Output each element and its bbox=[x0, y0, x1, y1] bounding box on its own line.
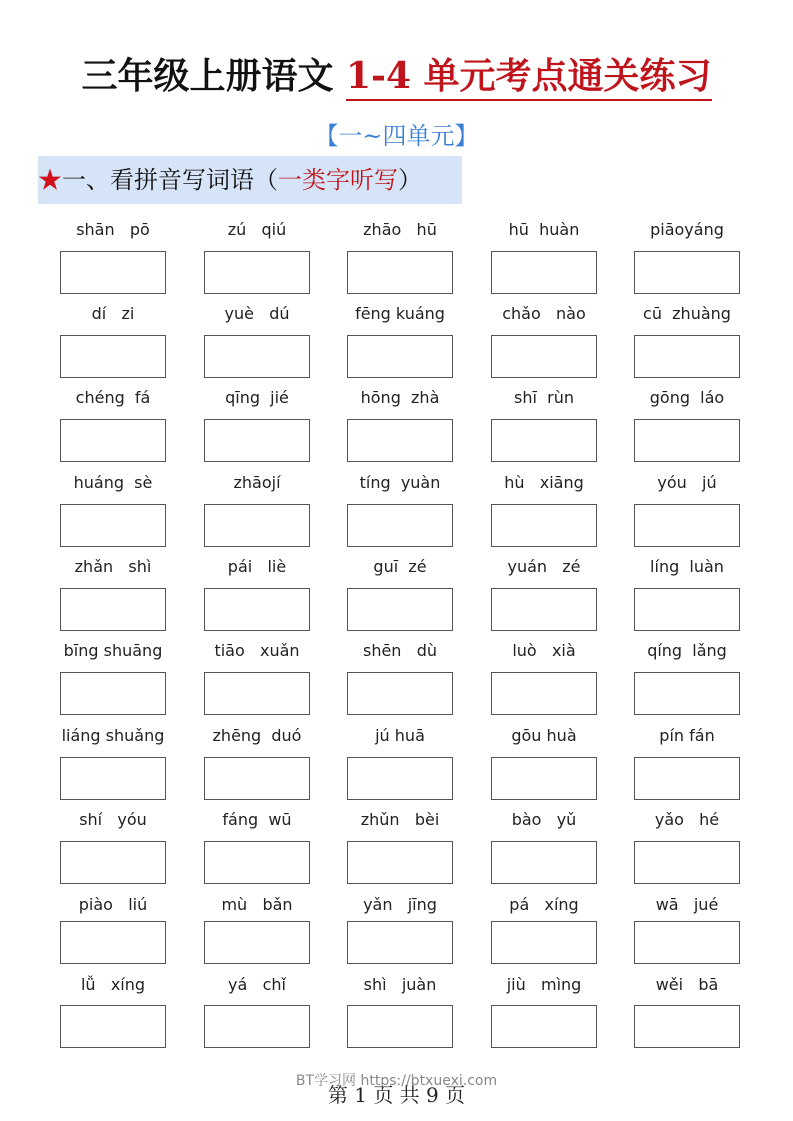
answer-box[interactable] bbox=[60, 1005, 166, 1048]
answer-box[interactable] bbox=[347, 588, 453, 631]
answer-box[interactable] bbox=[204, 504, 310, 547]
answer-box[interactable] bbox=[491, 672, 597, 715]
answer-box[interactable] bbox=[634, 335, 740, 378]
answer-box[interactable] bbox=[491, 921, 597, 964]
pinyin-label: zhǎn shì bbox=[74, 557, 152, 576]
pinyin-label: shēn dù bbox=[362, 641, 437, 660]
pinyin-label: piào liú bbox=[78, 895, 148, 914]
answer-box[interactable] bbox=[347, 251, 453, 294]
pinyin-label: tíng yuàn bbox=[359, 473, 441, 492]
answer-box[interactable] bbox=[634, 504, 740, 547]
page-indicator: 第 1 页 共 9 页 bbox=[327, 1083, 466, 1107]
title-highlight: 1-4 单元考点通关练习 bbox=[346, 55, 712, 101]
section-heading-close: ） bbox=[398, 166, 422, 194]
pinyin-label: shān pō bbox=[76, 220, 150, 239]
pinyin-label: tiāo xuǎn bbox=[214, 641, 300, 660]
section-heading bbox=[38, 156, 462, 204]
answer-box[interactable] bbox=[60, 588, 166, 631]
answer-box[interactable] bbox=[204, 335, 310, 378]
watermark: BT学习网 https://btxuexi.com bbox=[295, 1073, 498, 1089]
pinyin-label: yá chǐ bbox=[228, 975, 286, 994]
document-title bbox=[0, 48, 793, 99]
answer-box[interactable] bbox=[60, 251, 166, 294]
answer-box[interactable] bbox=[60, 841, 166, 884]
pinyin-label: fēng kuáng bbox=[355, 304, 445, 323]
answer-box[interactable] bbox=[634, 757, 740, 800]
pinyin-label: hōng zhà bbox=[360, 388, 440, 407]
answer-box[interactable] bbox=[491, 841, 597, 884]
pinyin-label: yǎo hé bbox=[654, 810, 720, 829]
pinyin-label: jiù mìng bbox=[506, 975, 582, 994]
answer-box[interactable] bbox=[634, 921, 740, 964]
pinyin-label: zhǔn bèi bbox=[360, 810, 440, 829]
answer-box[interactable] bbox=[347, 419, 453, 462]
answer-box[interactable] bbox=[491, 1005, 597, 1048]
pinyin-label: zhēng duó bbox=[212, 726, 302, 745]
pinyin-label: guī zé bbox=[373, 557, 427, 576]
pinyin-label: lǚ xíng bbox=[80, 975, 146, 994]
answer-box[interactable] bbox=[634, 251, 740, 294]
pinyin-label: pái liè bbox=[227, 557, 287, 576]
answer-box[interactable] bbox=[347, 841, 453, 884]
answer-box[interactable] bbox=[204, 672, 310, 715]
answer-box[interactable] bbox=[347, 335, 453, 378]
pinyin-label: gōng láo bbox=[649, 388, 725, 407]
pinyin-label: qīng jié bbox=[225, 388, 289, 407]
answer-box[interactable] bbox=[204, 588, 310, 631]
answer-box[interactable] bbox=[60, 757, 166, 800]
pinyin-label: zhāo hū bbox=[363, 220, 437, 239]
answer-box[interactable] bbox=[204, 419, 310, 462]
pinyin-label: fáng wū bbox=[222, 810, 292, 829]
pinyin-label: wā jué bbox=[655, 895, 719, 914]
unit-label: 【一~四单元】 bbox=[314, 122, 479, 150]
answer-box[interactable] bbox=[60, 504, 166, 547]
pinyin-label: jú huā bbox=[375, 726, 425, 745]
title-main: 三年级上册语文 bbox=[81, 55, 346, 97]
pinyin-label: pín fán bbox=[659, 726, 715, 745]
answer-box[interactable] bbox=[60, 672, 166, 715]
answer-box[interactable] bbox=[347, 504, 453, 547]
answer-box[interactable] bbox=[634, 841, 740, 884]
pinyin-label: yuè dú bbox=[224, 304, 290, 323]
answer-box[interactable] bbox=[204, 841, 310, 884]
pinyin-label: shì juàn bbox=[363, 975, 437, 994]
answer-box[interactable] bbox=[491, 588, 597, 631]
pinyin-label: yóu jú bbox=[657, 473, 717, 492]
pinyin-label: qíng lǎng bbox=[647, 641, 727, 660]
answer-box[interactable] bbox=[491, 504, 597, 547]
pinyin-label: hù xiāng bbox=[504, 473, 584, 492]
pinyin-label: pá xíng bbox=[509, 895, 579, 914]
pinyin-label: huáng sè bbox=[73, 473, 153, 492]
pinyin-label: chǎo nào bbox=[502, 304, 586, 323]
answer-box[interactable] bbox=[204, 1005, 310, 1048]
answer-box[interactable] bbox=[60, 921, 166, 964]
answer-box[interactable] bbox=[634, 672, 740, 715]
answer-box[interactable] bbox=[634, 419, 740, 462]
pinyin-label: wěi bā bbox=[655, 975, 719, 994]
pinyin-label: luò xià bbox=[512, 641, 576, 660]
answer-box[interactable] bbox=[204, 921, 310, 964]
pinyin-label: piāoyáng bbox=[650, 220, 724, 239]
answer-box[interactable] bbox=[491, 419, 597, 462]
answer-box[interactable] bbox=[347, 672, 453, 715]
pinyin-label: bīng shuāng bbox=[63, 641, 163, 660]
pinyin-label: hū huàn bbox=[508, 220, 580, 239]
pinyin-label: cū zhuàng bbox=[643, 304, 731, 323]
star-icon: ★ bbox=[38, 166, 62, 194]
pinyin-label: bào yǔ bbox=[511, 810, 577, 829]
pinyin-label: yǎn jīng bbox=[363, 895, 437, 914]
answer-box[interactable] bbox=[491, 757, 597, 800]
section-heading-highlight: 一类字听写 bbox=[278, 166, 398, 194]
pinyin-label: dí zi bbox=[91, 304, 135, 323]
answer-box[interactable] bbox=[634, 1005, 740, 1048]
pinyin-label: chéng fá bbox=[75, 388, 151, 407]
answer-box[interactable] bbox=[347, 921, 453, 964]
answer-box[interactable] bbox=[491, 251, 597, 294]
pinyin-label: yuán zé bbox=[507, 557, 581, 576]
pinyin-label: mù bǎn bbox=[221, 895, 293, 914]
answer-box[interactable] bbox=[60, 335, 166, 378]
pinyin-label: shí yóu bbox=[79, 810, 147, 829]
pinyin-label: zhāojí bbox=[233, 473, 281, 492]
section-heading-text: 一、看拼音写词语（ bbox=[62, 166, 278, 194]
answer-box[interactable] bbox=[60, 419, 166, 462]
pinyin-label: líng luàn bbox=[650, 557, 724, 576]
pinyin-label: zú qiú bbox=[227, 220, 287, 239]
pinyin-label: liáng shuǎng bbox=[61, 726, 165, 745]
answer-box[interactable] bbox=[634, 588, 740, 631]
answer-box[interactable] bbox=[491, 335, 597, 378]
answer-box[interactable] bbox=[204, 251, 310, 294]
answer-box[interactable] bbox=[347, 1005, 453, 1048]
pinyin-label: shī rùn bbox=[514, 388, 574, 407]
pinyin-label: gōu huà bbox=[511, 726, 577, 745]
answer-box[interactable] bbox=[347, 757, 453, 800]
answer-box[interactable] bbox=[204, 757, 310, 800]
